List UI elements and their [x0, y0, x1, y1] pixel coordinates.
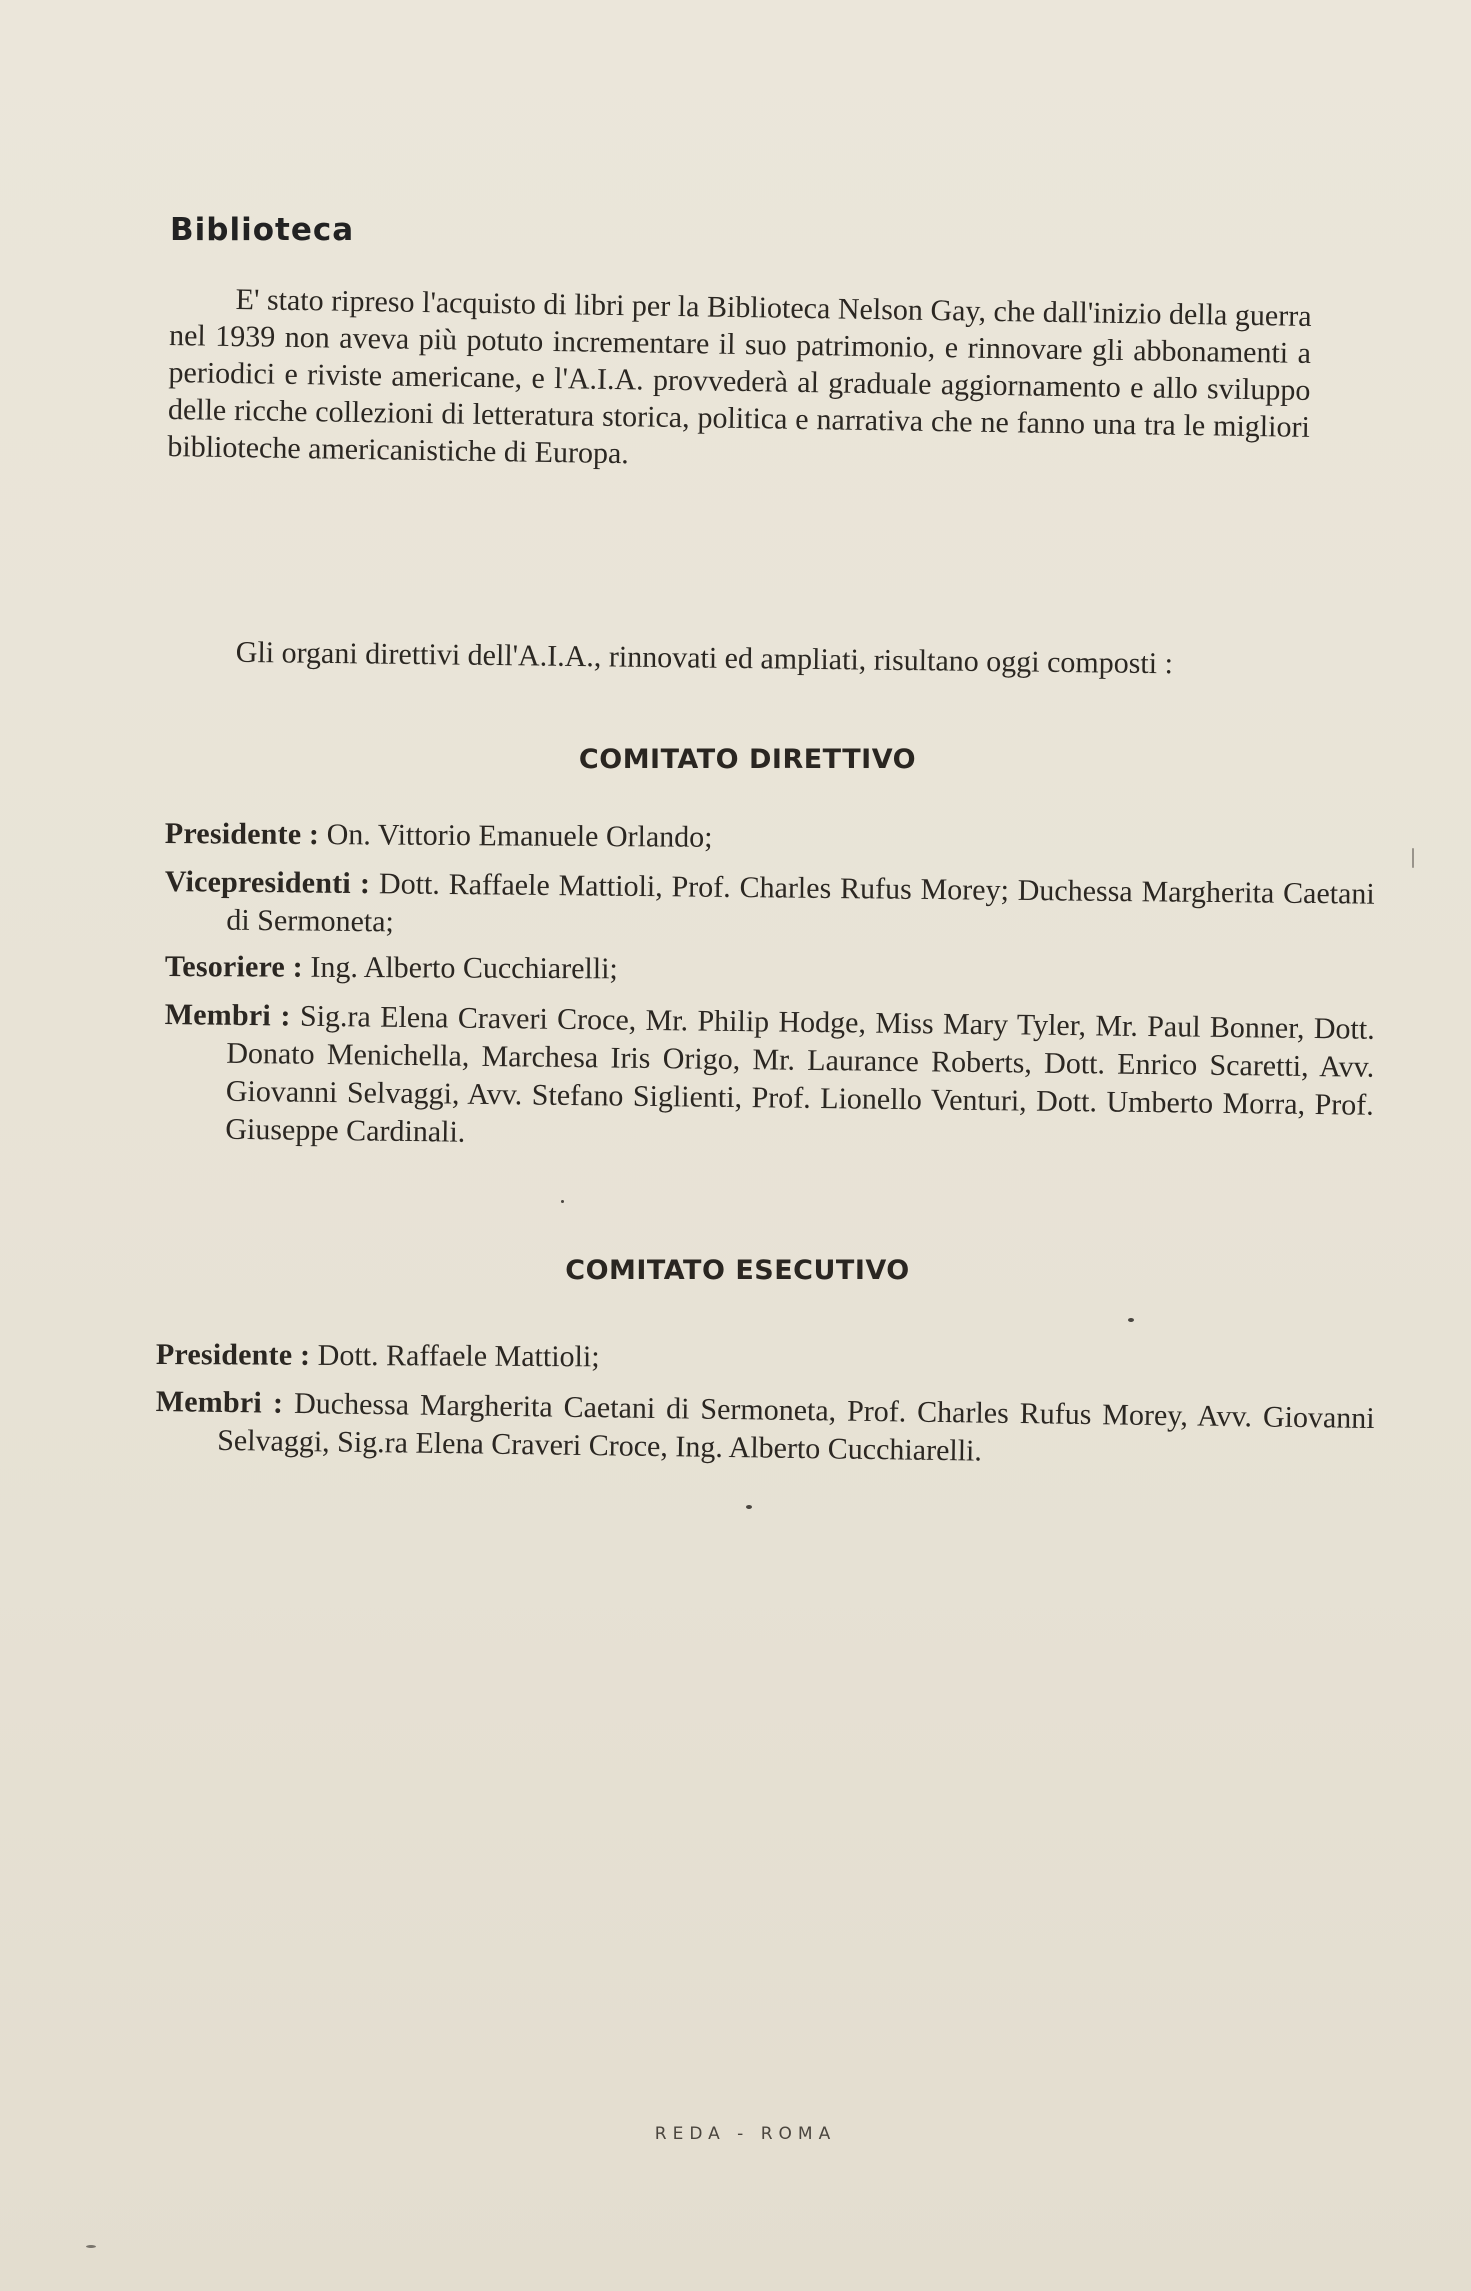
member-names: On. Vittorio Emanuele Orlando;	[326, 818, 713, 854]
member-names: Ing. Alberto Cucchiarelli;	[310, 950, 618, 986]
paper-speck	[746, 1505, 752, 1509]
committee-title-esecutivo: COMITATO ESECUTIVO	[565, 1255, 910, 1286]
paper-speck	[561, 1200, 564, 1203]
member-entry	[164, 863, 1375, 952]
printer-imprint: REDA - ROMA	[654, 2124, 837, 2144]
paper-speck	[1128, 1318, 1134, 1322]
role-label: Presidente :	[164, 816, 320, 852]
member-entry	[165, 948, 1375, 992]
member-entry	[155, 1383, 1375, 1476]
member-names: Dott. Raffaele Mattioli;	[317, 1338, 600, 1374]
paper-speck	[1412, 848, 1414, 868]
member-names: Duchessa Margherita Caetani di Sermoneta, Prof. Charles Rufus Morey, Avv. Giovanni Selvaggi, Sig.ra Elena Craveri Croce, Ing. Alberto Cucchiarelli.	[216, 1386, 1375, 1468]
member-entry	[165, 815, 1375, 861]
member-names: Sig.ra Elena Craveri Croce, Mr. Philip Hodge, Miss Mary Tyler, Mr. Paul Bonner, Dott. Donato Menichella, Marchesa Iris Origo, Mr. Laurance Roberts, Dott. Enrico Scaretti, Avv. Giovanni Selvaggi, Avv. Stefano Siglienti, Prof. Lionello Venturi, Dott. Umberto Morra, Prof. Giuseppe Cardinali.	[225, 999, 1375, 1149]
paragraph-organi-direttivi: Gli organi direttivi dell'A.I.A., rinnovati ed ampliati, risultano oggi composti :	[235, 635, 1174, 681]
paragraph-biblioteca: E' stato ripreso l'acquisto di libri per la Biblioteca Nelson Gay, che dall'inizio della guerra nel 1939 non aveva più potuto incrementare il suo patrimonio, e rinnovare gli abbonamenti a periodici e riviste americane, e l'A.I.A. provvederà al graduale aggiornamento e allo sviluppo delle ricche collezioni di letteratura storica, politica e narrativa che ne fanno una tra le migliori biblioteche americanistiche di Europa.	[167, 283, 1312, 471]
committee-title-direttivo: COMITATO DIRETTIVO	[578, 744, 917, 775]
member-entry	[156, 1336, 1375, 1380]
section-heading: Biblioteca	[170, 212, 355, 248]
member-names: Dott. Raffaele Mattioli, Prof. Charles Rufus Morey; Duchessa Margherita Caetani di Sermoneta;	[226, 867, 1375, 939]
role-label: Membri :	[164, 997, 291, 1033]
member-entry	[163, 996, 1375, 1163]
role-label: Presidente :	[155, 1338, 311, 1372]
paper-speck	[86, 2245, 96, 2248]
role-label: Membri :	[155, 1384, 284, 1420]
role-label: Vicepresidenti :	[164, 864, 371, 901]
role-label: Tesoriere :	[164, 950, 303, 984]
